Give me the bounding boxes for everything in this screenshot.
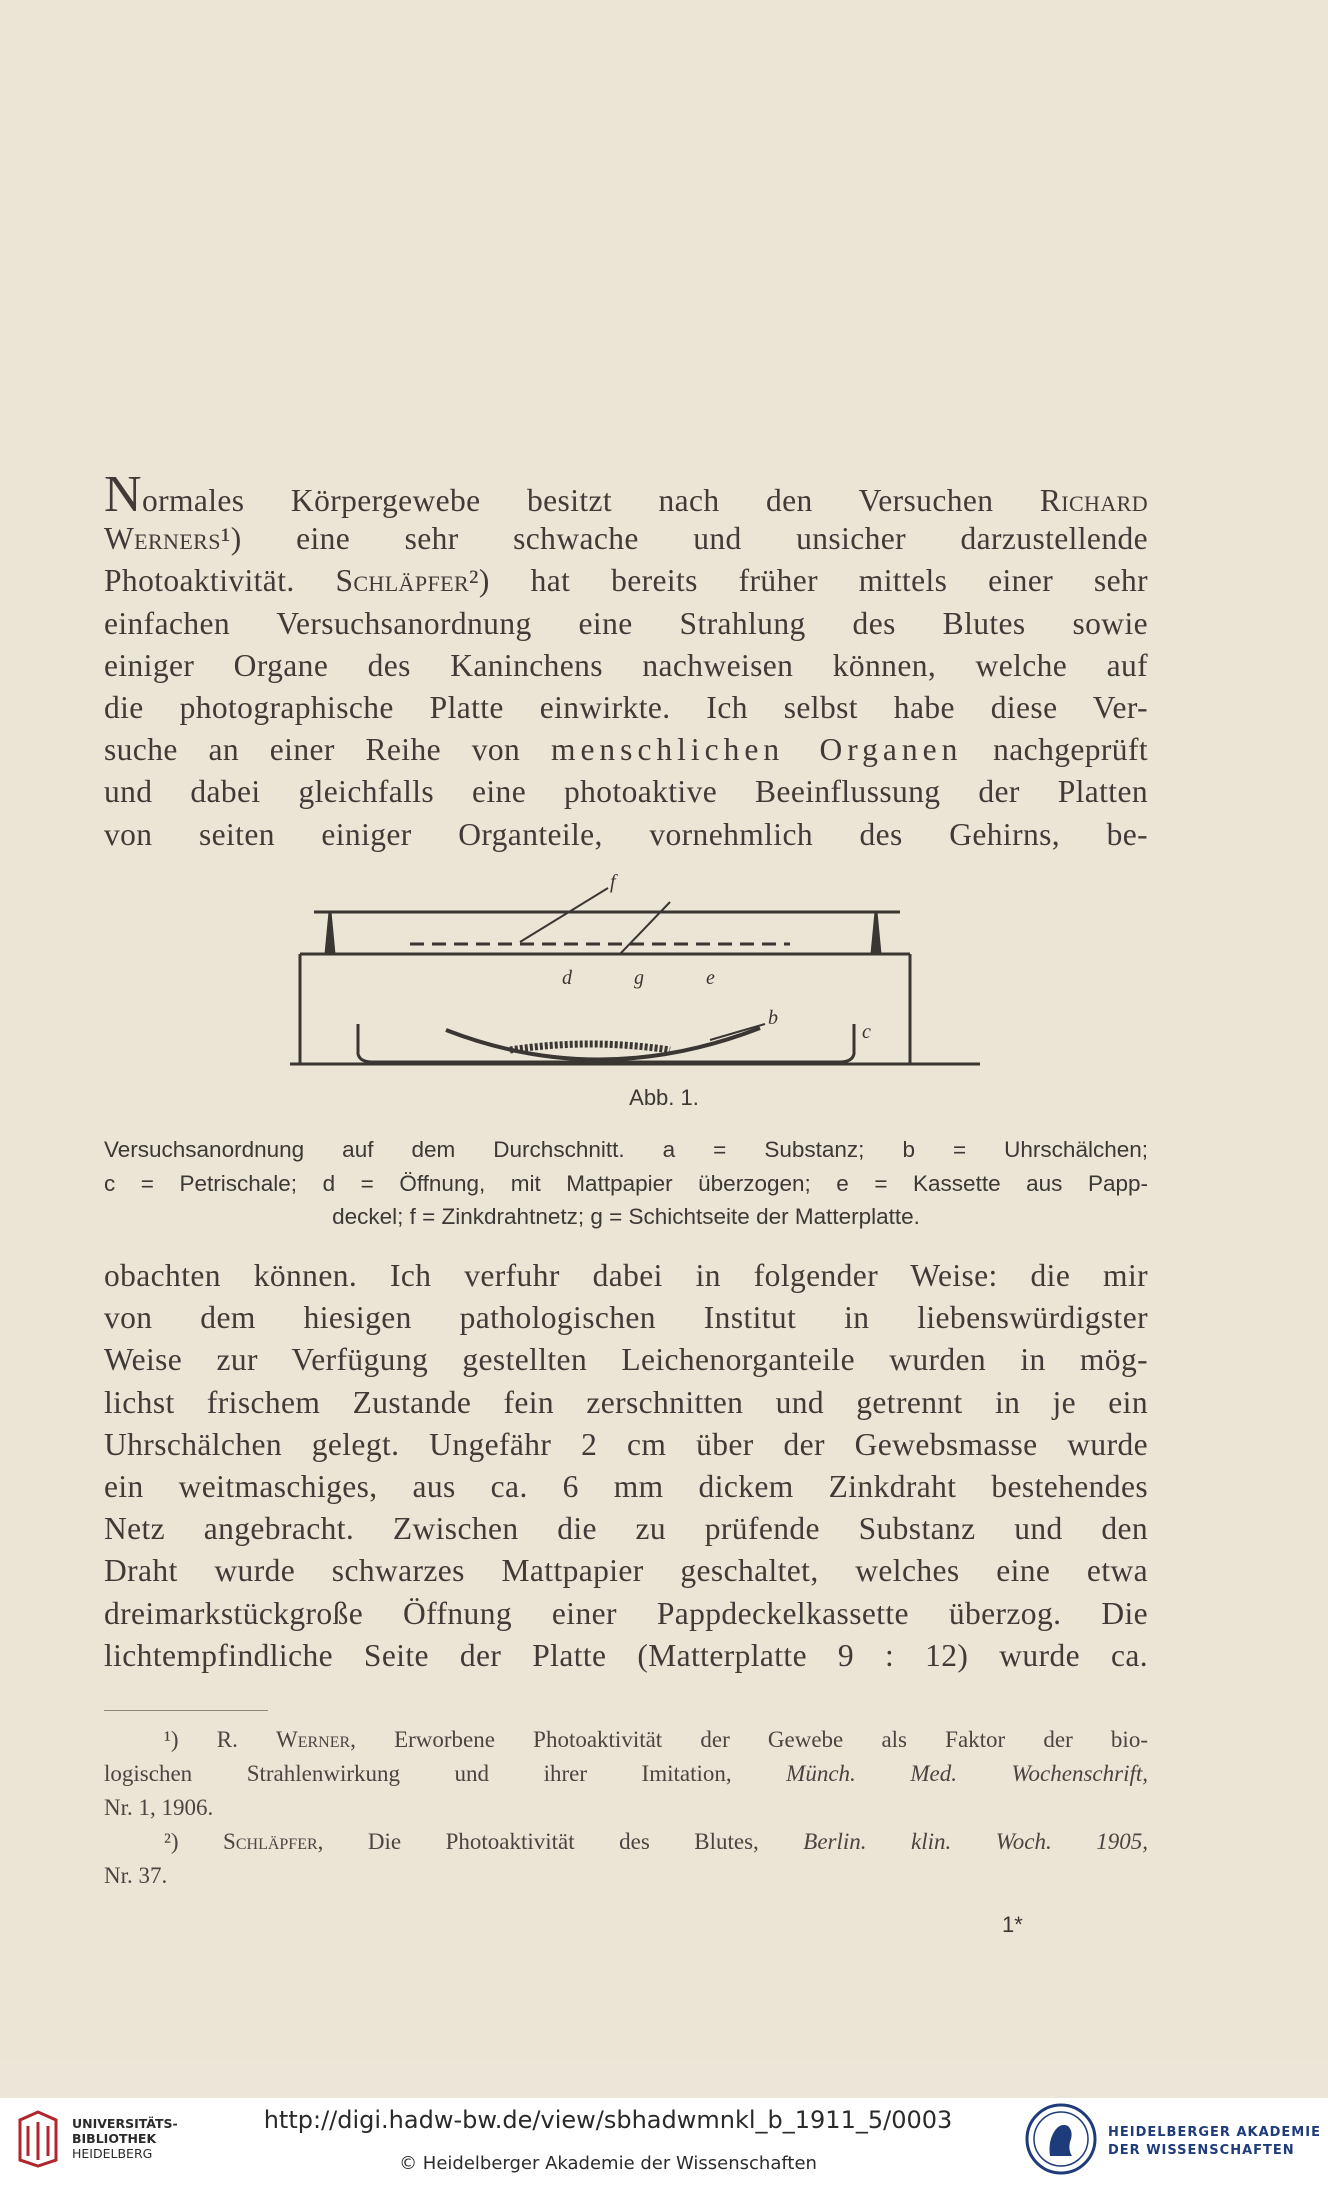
university-library-name[interactable]: UNIVERSITÄTS- BIBLIOTHEK HEIDELBERG [72, 2116, 178, 2161]
text-line: Werners¹) eine sehr schwache und unsicher darzustellende [104, 521, 1148, 557]
university-library-logo-icon[interactable] [14, 2108, 62, 2168]
academy-seal-icon[interactable] [1024, 2102, 1098, 2176]
text-line: suche an einer Reihe von menschlichen Organen nachgeprüft [104, 732, 1148, 768]
text-line: einiger Organe des Kaninchens nachweisen können, welche auf [104, 647, 1148, 683]
label-c: c [862, 1021, 871, 1043]
footnote-1-line-2: logischen Strahlenwirkung und ihrer Imitation, Münch. Med. Wochenschrift, [104, 1761, 1148, 1786]
pointer-f [520, 888, 608, 942]
caption-line: Versuchsanordnung auf dem Durchschnitt. a = Substanz; b = Uhrschälchen; [104, 1137, 1148, 1162]
label-e: e [706, 967, 715, 989]
footnote-2-line-2: Nr. 37. [104, 1863, 168, 1888]
text-line: einfachen Versuchsanordnung eine Strahlung des Blutes sowie [104, 605, 1148, 641]
figure-caption [104, 1133, 1148, 1234]
text-line: lichtempfindliche Seite der Platte (Matterplatte 9 : 12) wurde ca. [104, 1637, 1148, 1673]
text-line: Photoaktivität. Schläpfer²) hat bereits früher mittels einer sehr [104, 563, 1148, 599]
text-line: von dem hiesigen pathologischen Institut in liebenswürdigster [104, 1300, 1148, 1336]
page-number: 1* [1002, 1912, 1023, 1937]
text-line: Uhrschälchen gelegt. Ungefähr 2 cm über der Gewebsmasse wurde [104, 1426, 1148, 1462]
paragraph-2 [104, 1255, 1148, 1677]
text-line: die photographische Platte einwirkte. Ich selbst habe diese Ver- [104, 689, 1148, 725]
text-line: Normales Körpergewebe besitzt nach den Versuchen Richard [104, 466, 1148, 523]
substance [510, 1044, 670, 1050]
text-line: ein weitmaschiges, aus ca. 6 mm dickem Zinkdraht bestehendes [104, 1468, 1148, 1504]
footnotes [104, 1723, 1148, 1893]
pointer-g [620, 902, 670, 954]
permalink-url[interactable]: http://digi.hadw-bw.de/view/sbhadwmnkl_b_1911_5/0003 [263, 2106, 953, 2134]
label-d: d [562, 967, 572, 989]
label-g: g [634, 967, 644, 989]
text-line: Weise zur Verfügung gestellten Leichenorganteile wurden in mög- [104, 1342, 1148, 1378]
support-right [872, 912, 880, 954]
text-line: und dabei gleichfalls eine photoaktive Beeinflussung der Platten [104, 774, 1148, 810]
footnote-1: ¹) R. Werner, Erworbene Photoaktivität der Gewebe als Faktor der bio- [164, 1727, 1148, 1752]
author-name: Schläpfer [335, 563, 470, 599]
text-line: dreimarkstückgroße Öffnung einer Pappdeckelkassette überzog. Die [104, 1595, 1148, 1631]
text-line: Netz angebracht. Zwischen die zu prüfende Substanz und den [104, 1511, 1148, 1547]
academy-name[interactable]: HEIDELBERGER AKADEMIE DER WISSENSCHAFTEN [1108, 2125, 1321, 2158]
paragraph-1 [104, 466, 1148, 856]
author-name: Werners [104, 521, 221, 557]
text-line: lichst frischem Zustande fein zerschnitten und getrennt in je ein [104, 1384, 1148, 1420]
caption-line: deckel; f = Zinkdrahtnetz; g = Schichtseite der Matterplatte. [332, 1204, 920, 1229]
caption-line: c = Petrischale; d = Öffnung, mit Mattpapier überzogen; e = Kassette aus Papp- [104, 1170, 1148, 1196]
figure-label: Abb. 1. [629, 1085, 699, 1110]
footnote-divider [104, 1710, 268, 1711]
apparatus-diagram [290, 868, 990, 1080]
footnote-2: ²) Schläpfer, Die Photoaktivität des Blutes, Berlin. klin. Woch. 1905, [164, 1829, 1148, 1854]
label-b: b [768, 1007, 778, 1029]
drop-cap: N [104, 466, 142, 523]
copyright-notice: © Heidelberger Akademie der Wissenschaften [399, 2153, 817, 2174]
emphasis-text: menschlichen Organen [550, 732, 963, 768]
label-f: f [610, 871, 616, 893]
watch-glass [446, 1028, 760, 1060]
text-line: von seiten einiger Organteile, vornehmlich des Gehirns, be- [104, 816, 1148, 852]
footnote-1-line-3: Nr. 1, 1906. [104, 1795, 214, 1820]
support-left [326, 912, 334, 954]
text-line: Draht wurde schwarzes Mattpapier geschaltet, welches eine etwa [104, 1553, 1148, 1589]
text-line: obachten können. Ich verfuhr dabei in folgender Weise: die mir [104, 1258, 1148, 1293]
author-name: Richard [1039, 483, 1148, 518]
